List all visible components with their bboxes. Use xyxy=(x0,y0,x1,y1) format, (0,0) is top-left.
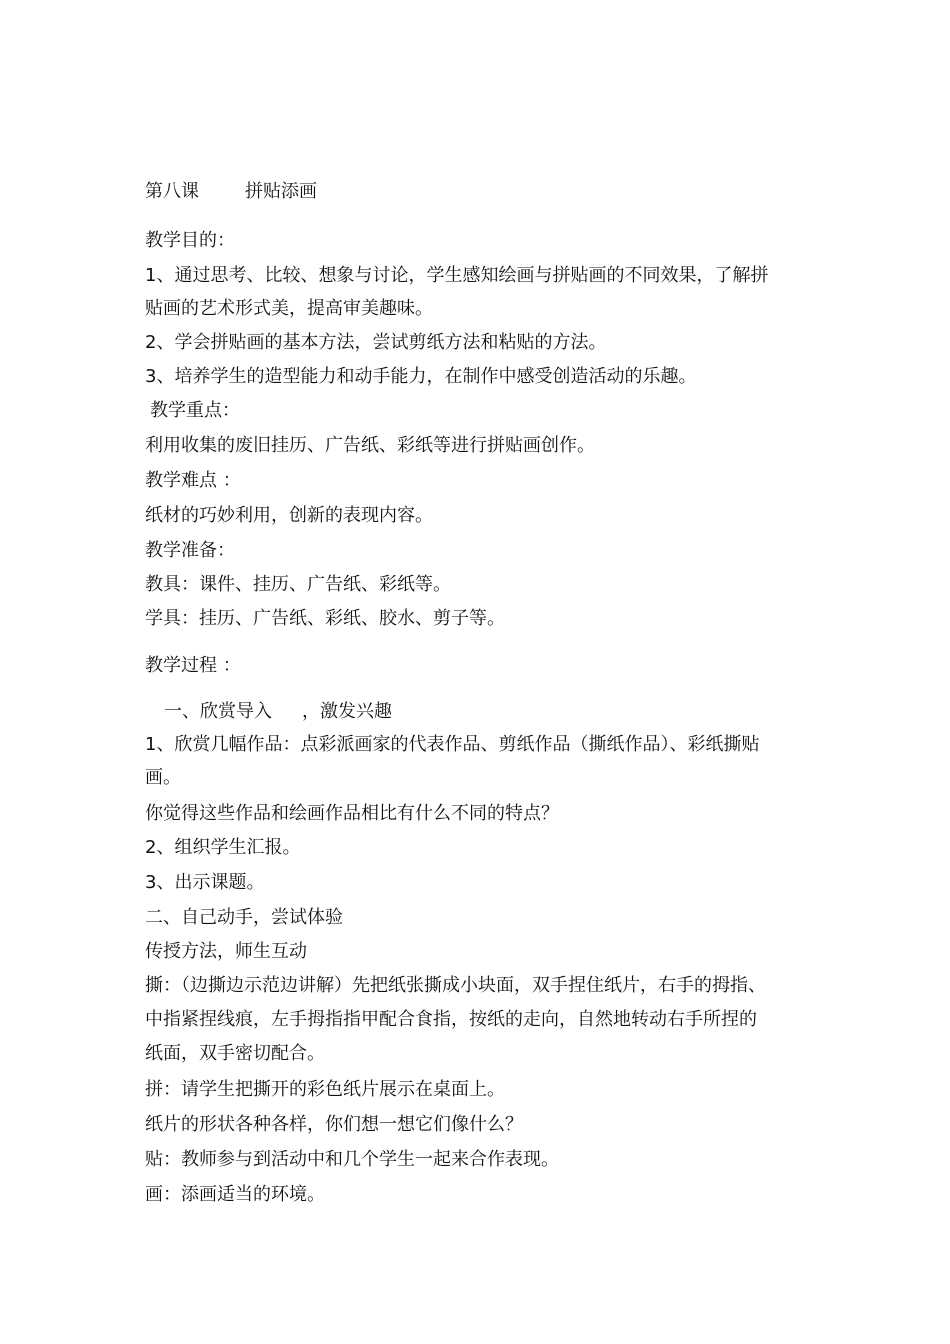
section-2-title: 二、自己动手，尝试体验 xyxy=(145,907,343,928)
lesson-number: 第八课 xyxy=(145,181,199,202)
section-1-item-3: 3、出示课题。 xyxy=(145,872,265,893)
key-points-heading: 教学重点： xyxy=(150,400,240,421)
difficulties-heading: 教学难点 ： xyxy=(145,470,241,491)
tear-step-line-1: 撕：（边撕边示范边讲解）先把纸张撕成小块面，双手捏住纸片，右手的拇指、 xyxy=(145,975,766,996)
section-1-item-1-line-2: 画。 xyxy=(145,767,181,788)
lesson-title xyxy=(145,180,815,204)
section-1-title-b: ，激发兴趣 xyxy=(302,701,392,722)
section-1-title xyxy=(164,700,834,724)
tear-step-line-3: 纸面，双手密切配合。 xyxy=(145,1043,325,1064)
paste-step: 贴：教师参与到活动中和几个学生一起来合作表现。 xyxy=(145,1149,559,1170)
assemble-step: 拼：请学生把撕开的彩色纸片展示在桌面上。 xyxy=(145,1079,505,1100)
key-points-text: 利用收集的废旧挂历、广告纸、彩纸等进行拼贴画创作。 xyxy=(145,435,595,456)
section-1-title-a: 一、欣赏导入 xyxy=(164,701,272,722)
lesson-name: 拼贴添画 xyxy=(245,181,317,202)
objectives-heading: 教学目的： xyxy=(145,230,235,251)
objective-1-line-2: 贴画的艺术形式美，提高审美趣味。 xyxy=(145,298,433,319)
objective-2: 2、学会拼贴画的基本方法，尝试剪纸方法和粘贴的方法。 xyxy=(145,332,607,353)
process-heading: 教学过程 ： xyxy=(145,655,241,676)
objective-3: 3、培养学生的造型能力和动手能力，在制作中感受创造活动的乐趣。 xyxy=(145,366,697,387)
shape-question: 纸片的形状各种各样，你们想一想它们像什么？ xyxy=(145,1114,523,1135)
section-1-item-2: 2、组织学生汇报。 xyxy=(145,837,301,858)
draw-step: 画：添画适当的环境。 xyxy=(145,1184,325,1205)
difficulties-text: 纸材的巧妙利用，创新的表现内容。 xyxy=(145,505,433,526)
section-1-item-1-line-1: 1、欣赏几幅作品：点彩派画家的代表作品、剪纸作品（撕纸作品）、彩纸撕贴 xyxy=(145,734,760,755)
tear-step-line-2: 中指紧捏线痕，左手拇指指甲配合食指，按纸的走向，自然地转动右手所捏的 xyxy=(145,1009,757,1030)
section-1-question: 你觉得这些作品和绘画作品相比有什么不同的特点？ xyxy=(145,803,559,824)
preparation-student: 学具：挂历、广告纸、彩纸、胶水、剪子等。 xyxy=(145,608,505,629)
preparation-heading: 教学准备： xyxy=(145,540,235,561)
objective-1-line-1: 1、通过思考、比较、想象与讨论，学生感知绘画与拼贴画的不同效果，了解拼 xyxy=(145,265,769,286)
preparation-teacher: 教具：课件、挂历、广告纸、彩纸等。 xyxy=(145,574,451,595)
section-2-subtitle: 传授方法，师生互动 xyxy=(145,941,307,962)
